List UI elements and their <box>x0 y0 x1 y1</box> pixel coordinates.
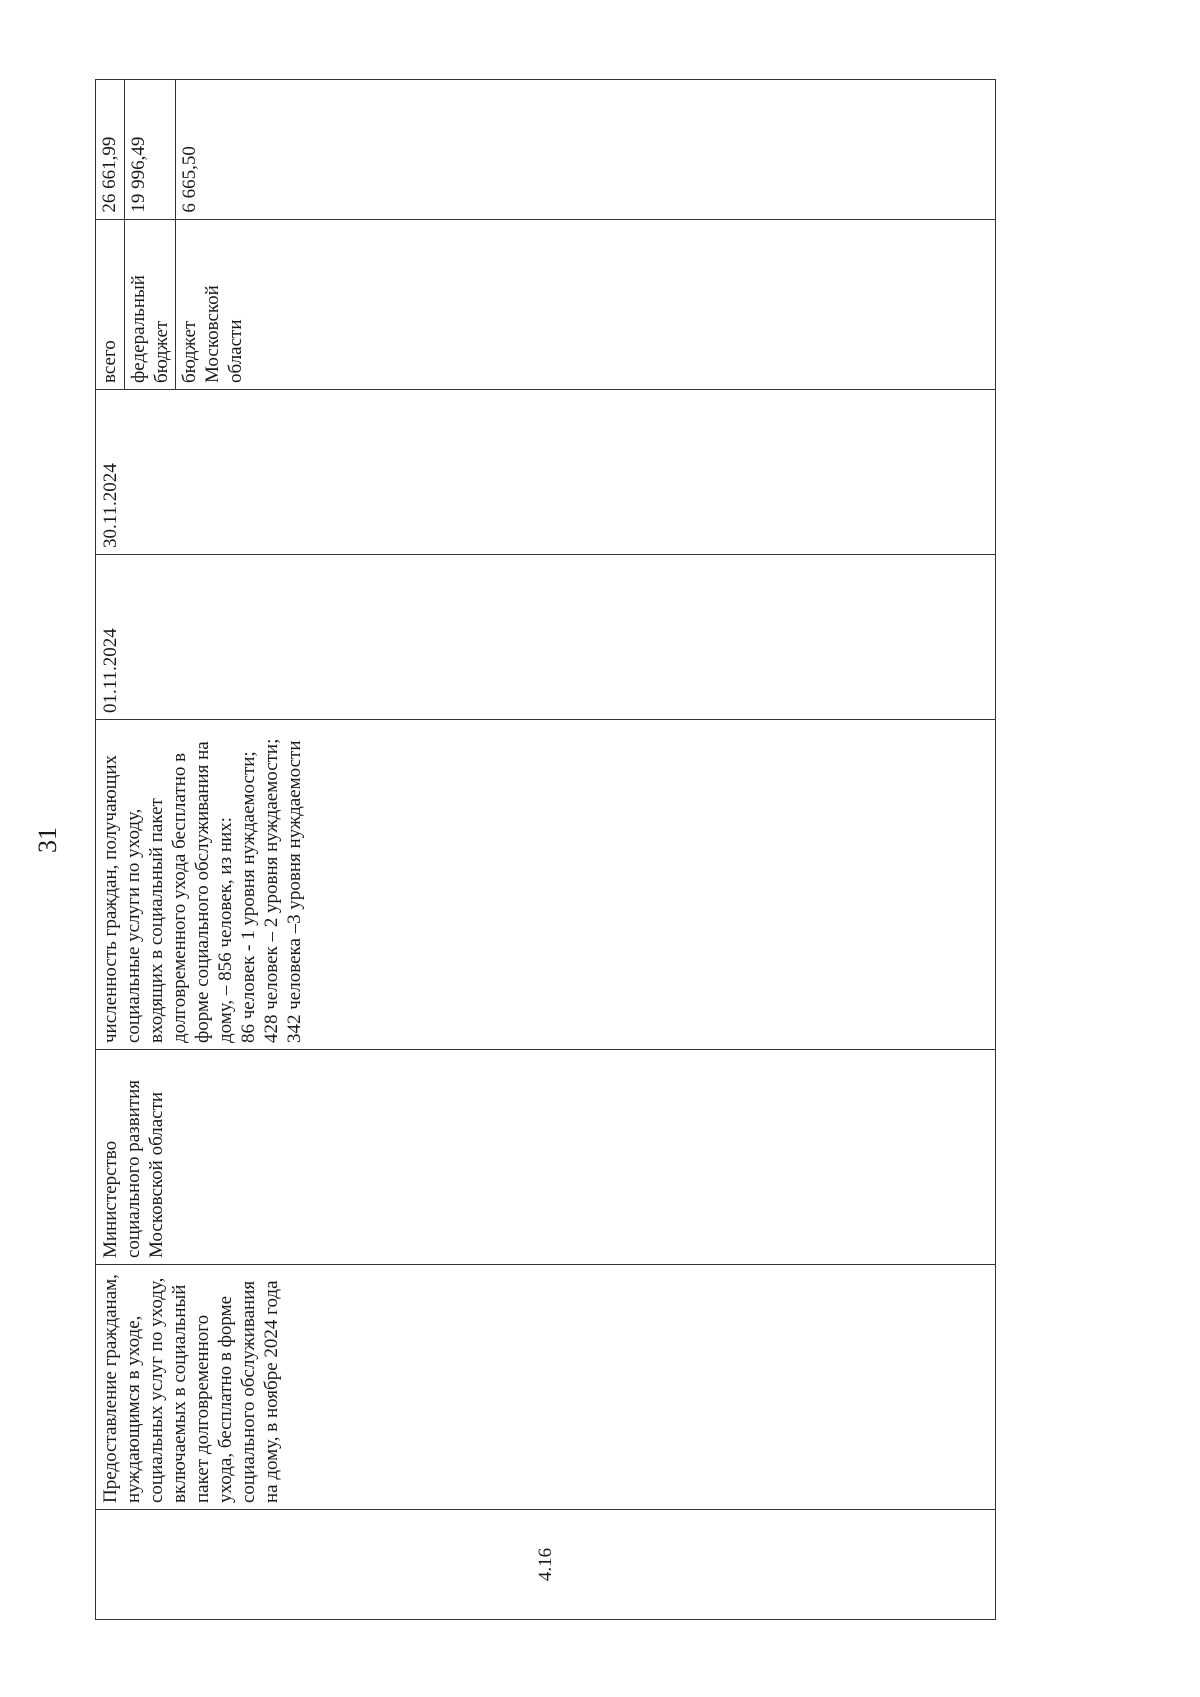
funding-amount: 6 665,50 <box>175 80 995 219</box>
row-start-date <box>96 555 996 720</box>
funding-source: бюджет Московской области <box>175 219 995 389</box>
funding-amount: 19 996,49 <box>124 80 175 219</box>
indicator-detail: 428 человек – 2 уровня нуждаемости; <box>261 738 282 1043</box>
plan-table <box>95 79 996 1620</box>
description-text: Предоставление гражданам, нуждающимся в уходе, социальных услуг по уходу, включаемых в социальный пакет долговременного ухода, бесплатно в форме социального обслуживания на дому, в ноябре 2024 года <box>100 1274 282 1503</box>
indicator-detail: 342 человека –3 уровня нуждаемости <box>284 740 305 1043</box>
row-number <box>96 1510 996 1620</box>
rotated-table-container <box>95 80 995 1620</box>
indicator-detail: 86 человек - 1 уровня нуждаемости; <box>238 751 259 1043</box>
row-indicator <box>96 720 996 1050</box>
page-number: 31 <box>33 827 62 853</box>
row-responsible <box>96 1050 996 1265</box>
funding-source: всего <box>96 219 124 389</box>
start-date-text: 01.11.2024 <box>100 628 121 713</box>
funding-row <box>175 80 995 389</box>
indicator-text: численность граждан, получающих социальные услуги по уходу, входящих в социальный пакет долговременного ухода бесплатно в форме социального обслуживания на дому, – 856 человек, из них: <box>100 741 236 1043</box>
funding-amount: 26 661,99 <box>96 80 124 219</box>
row-funding <box>96 80 996 390</box>
funding-row <box>124 80 175 389</box>
funding-table <box>96 80 995 389</box>
row-number-text: 4.16 <box>535 1547 556 1582</box>
responsible-text: Министерство социального развития Московской области <box>100 1079 167 1258</box>
table-row <box>96 80 996 1620</box>
row-description <box>96 1265 996 1510</box>
row-end-date <box>96 390 996 555</box>
funding-source: федеральный бюджет <box>124 219 175 389</box>
funding-row <box>96 80 124 389</box>
end-date-text: 30.11.2024 <box>100 463 121 548</box>
